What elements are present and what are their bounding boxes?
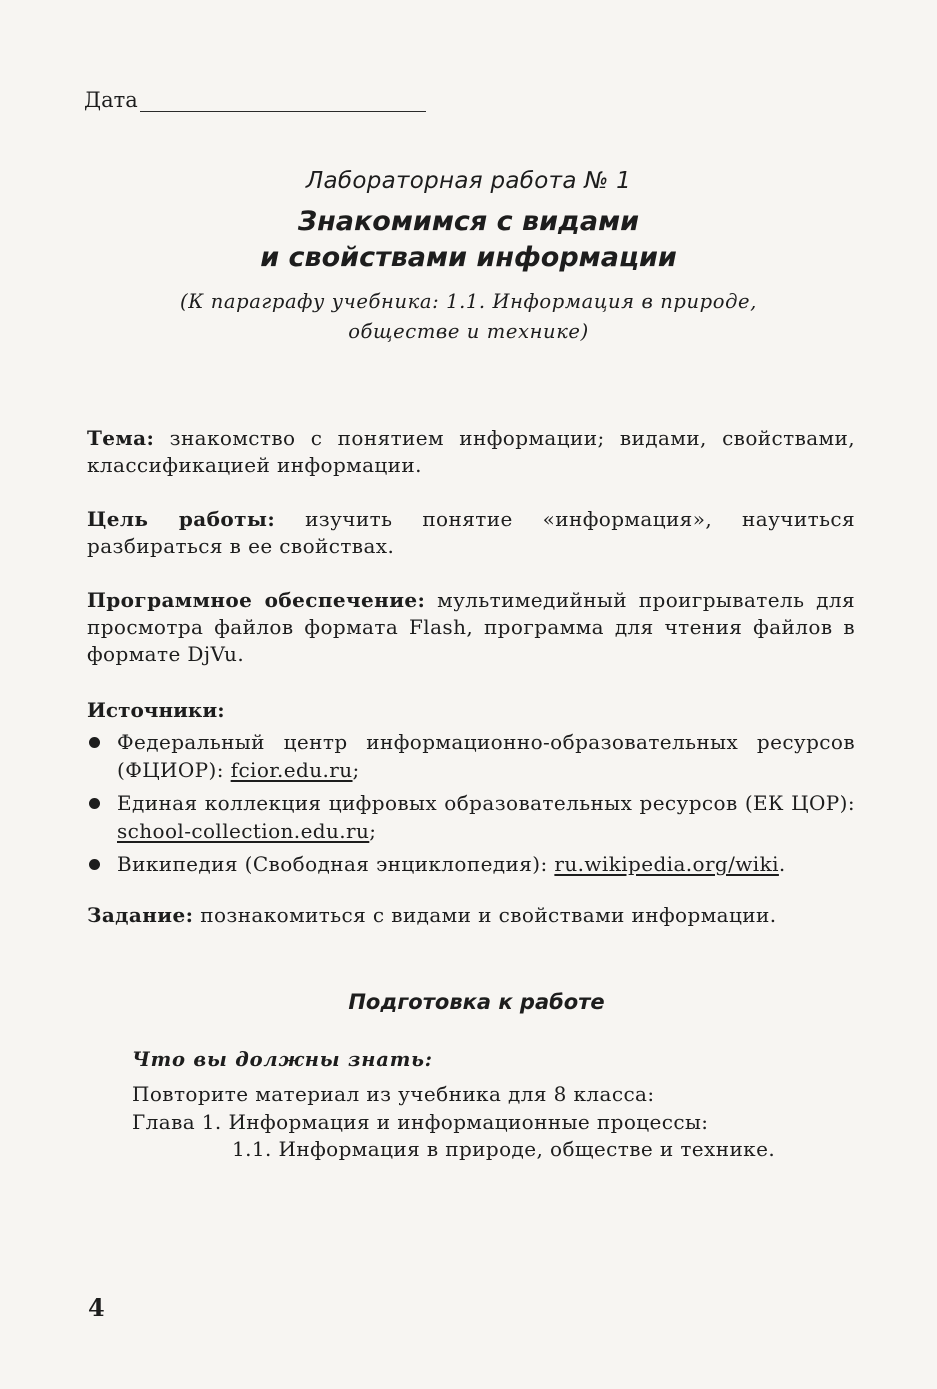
sources-heading: Источники: — [87, 698, 225, 722]
bullet-icon — [89, 737, 100, 748]
goal-paragraph — [87, 506, 855, 560]
source-suffix: . — [778, 852, 786, 876]
source-suffix: ; — [352, 758, 360, 782]
lab-title-line1: Знакомимся с видами — [297, 206, 640, 237]
topic-label: Тема: — [87, 426, 155, 450]
date-field — [84, 88, 426, 112]
source-link-wikipedia[interactable]: ru.wikipedia.org/wiki — [554, 852, 779, 876]
know-line-1: Повторите материал из учебника для 8 класса: — [132, 1082, 655, 1106]
date-blank-line — [140, 93, 426, 112]
preparation-title: Подготовка к работе — [348, 990, 605, 1014]
date-label: Дата — [84, 88, 138, 112]
source-text: Википедия (Свободная энциклопедия): — [117, 852, 555, 876]
source-link-school-collection[interactable]: school-collection.edu.ru — [117, 819, 370, 843]
lab-subtitle — [0, 287, 937, 347]
source-link-fcior[interactable]: fcior.edu.ru — [230, 758, 353, 782]
software-text: мультимедийный проигрыватель для просмотра файлов формата Flash, программа для чтения файлов в формате DjVu. — [87, 588, 855, 666]
software-label: Программное обеспечение: — [87, 588, 426, 612]
source-item-fcior — [87, 728, 855, 784]
source-item-school-collection — [87, 789, 855, 845]
sources-list — [87, 728, 855, 883]
software-paragraph — [87, 587, 855, 668]
task-label: Задание: — [87, 903, 194, 927]
source-text: Единая коллекция цифровых образовательных ресурсов (ЕК ЦОР): — [117, 791, 855, 815]
lab-subtitle-line1: (К параграфу учебника: 1.1. Информация в природе, — [180, 290, 757, 313]
task-text: познакомиться с видами и свойствами информации. — [193, 903, 777, 927]
lab-subtitle-line2: обществе и технике) — [348, 320, 589, 343]
topic-text: знакомство с понятием информации; видами, свойствами, классификацией информации. — [87, 426, 855, 477]
lab-number: Лабораторная работа № 1 — [305, 168, 632, 194]
lab-title — [0, 204, 937, 276]
bullet-icon — [89, 798, 100, 809]
know-line-2: Глава 1. Информация и информационные процессы: — [132, 1110, 709, 1134]
source-suffix: ; — [369, 819, 377, 843]
know-title: Что вы должны знать: — [132, 1048, 433, 1071]
task-paragraph — [87, 902, 855, 929]
page-number: 4 — [88, 1293, 105, 1322]
source-item-wikipedia — [87, 850, 855, 878]
source-text: Федеральный центр информационно-образовательных ресурсов (ФЦИОР): — [117, 730, 855, 782]
goal-label: Цель работы: — [87, 507, 276, 531]
topic-paragraph — [87, 425, 855, 479]
bullet-icon — [89, 859, 100, 870]
lab-title-line2: и свойствами информации — [260, 242, 677, 273]
know-line-3: 1.1. Информация в природе, обществе и технике. — [232, 1137, 776, 1161]
goal-text: изучить понятие «информация», научиться разбираться в ее свойствах. — [87, 507, 855, 558]
